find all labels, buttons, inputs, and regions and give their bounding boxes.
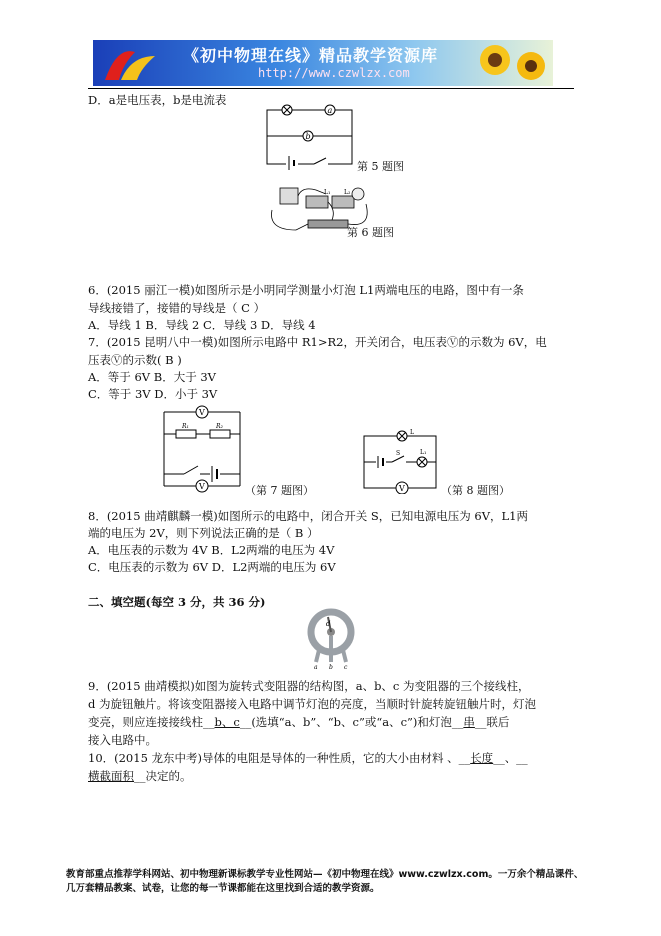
q10-line2-post: __决定的。 [134, 769, 192, 783]
q10-line1 [88, 750, 528, 766]
svg-text:b: b [305, 132, 311, 141]
svg-text:d: d [326, 620, 331, 628]
q9-line1: 9．(2015 曲靖模拟)如图为旋转式变阻器的结构图，a、b、c 为变阻器的三个接线柱， [88, 679, 530, 693]
footer-line2: 几万套精品教案、试卷，让您的每一节课都能在这里找到合适的教学资源。 [66, 883, 380, 894]
q9-line4: 接入电路中。 [88, 733, 157, 747]
svg-text:R₁: R₁ [182, 423, 189, 430]
svg-text:L₂: L₂ [344, 189, 351, 196]
section2-title: 二、填空题(每空 3 分，共 36 分) [88, 595, 266, 609]
fig7-circuit [160, 404, 244, 496]
q10-line1-pre: 10．(2015 龙东中考)导体的电阻是导体的一种性质，它的大小由材料 、__ [88, 751, 471, 765]
svg-text:L₁: L₁ [324, 189, 331, 196]
svg-text:V: V [399, 484, 405, 493]
fig8-caption: （第 8 题图） [441, 484, 510, 497]
q8-options-2: C．电压表的示数为 6V D．L2两端的电压为 6V [88, 560, 336, 574]
sunflower-icon [473, 40, 553, 86]
q7-options-1: A．等于 6V B．大于 3V [88, 370, 216, 384]
svg-text:R₂: R₂ [216, 423, 223, 430]
q10-line2 [88, 768, 192, 784]
q8-line1: 8．(2015 曲靖麒麟一模)如图所示的电路中，闭合开关 S，已知电源电压为 6V，L1两 [88, 509, 528, 523]
q9-line3 [88, 714, 509, 730]
q9-line3-post: __联后 [474, 715, 510, 729]
rheostat-figure [306, 608, 356, 670]
fig5-caption: 第 5 题图 [357, 160, 404, 173]
svg-text:L₁: L₁ [420, 449, 427, 456]
q7-line1: 7．(2015 昆明八中一模)如图所示电路中 R1>R2，开关闭合，电压表Ⓥ的示数为 6V，电 [88, 335, 547, 349]
q10-line1-post: __、__ [493, 751, 528, 765]
svg-text:V: V [199, 408, 205, 417]
svg-text:c: c [344, 664, 348, 670]
banner-url: http://www.czwlzx.com [258, 66, 410, 80]
q7-options-2: C．等于 3V D．小于 3V [88, 387, 218, 401]
fig5-circuit [262, 104, 357, 170]
q6-options: A．导线 1 B．导线 2 C．导线 3 D．导线 4 [88, 318, 316, 332]
q6-line1: 6．(2015 丽江一模)如图所示是小明同学测量小灯泡 L1两端电压的电路，图中有一条 [88, 283, 524, 297]
q6-line2: 导线接错了，接错的导线是（ C ） [88, 301, 266, 315]
q5-option-d: D．a是电压表，b是电流表 [88, 93, 227, 107]
logo-icon [97, 42, 167, 84]
q10-answer-1: 长度 [470, 751, 494, 765]
q9-line3-mid: __(选填“a、b”、“b、c”或“a、c”)和灯泡__ [239, 715, 464, 729]
q9-answer-2: 串 [463, 715, 475, 729]
svg-text:a: a [327, 106, 333, 115]
fig7-caption: （第 7 题图） [245, 484, 314, 497]
q9-answer-1: b、c [214, 715, 240, 729]
q9-line3-pre: 变亮，则应连接接线柱__ [88, 715, 215, 729]
banner-title: 《初中物理在线》精品教学资源库 [183, 46, 439, 65]
svg-text:S: S [396, 450, 401, 457]
svg-text:b: b [329, 664, 333, 670]
q10-answer-2: 横截面积 [88, 769, 134, 783]
svg-text:V: V [199, 482, 205, 491]
header-rule [88, 88, 574, 89]
svg-text:a: a [314, 664, 318, 670]
q8-options-1: A．电压表的示数为 4V B．L2两端的电压为 4V [88, 543, 335, 557]
q7-line2: 压表Ⓥ的示数( B ) [88, 353, 182, 367]
footer-line1: 教育部重点推荐学科网站、初中物理新课标教学专业性网站—《初中物理在线》www.czwlzx.com。一万余个精品课件、 [66, 869, 584, 880]
fig8-circuit [360, 428, 440, 494]
header-banner [93, 40, 553, 86]
fig6-caption: 第 6 题图 [347, 226, 394, 239]
q9-line2: d 为旋钮触片。将该变阻器接入电路中调节灯泡的亮度，当顺时针旋转旋钮触片时，灯泡 [88, 697, 537, 711]
q8-line2: 端的电压为 2V，则下列说法正确的是（ B ） [88, 526, 319, 540]
svg-text:L: L [410, 429, 414, 436]
